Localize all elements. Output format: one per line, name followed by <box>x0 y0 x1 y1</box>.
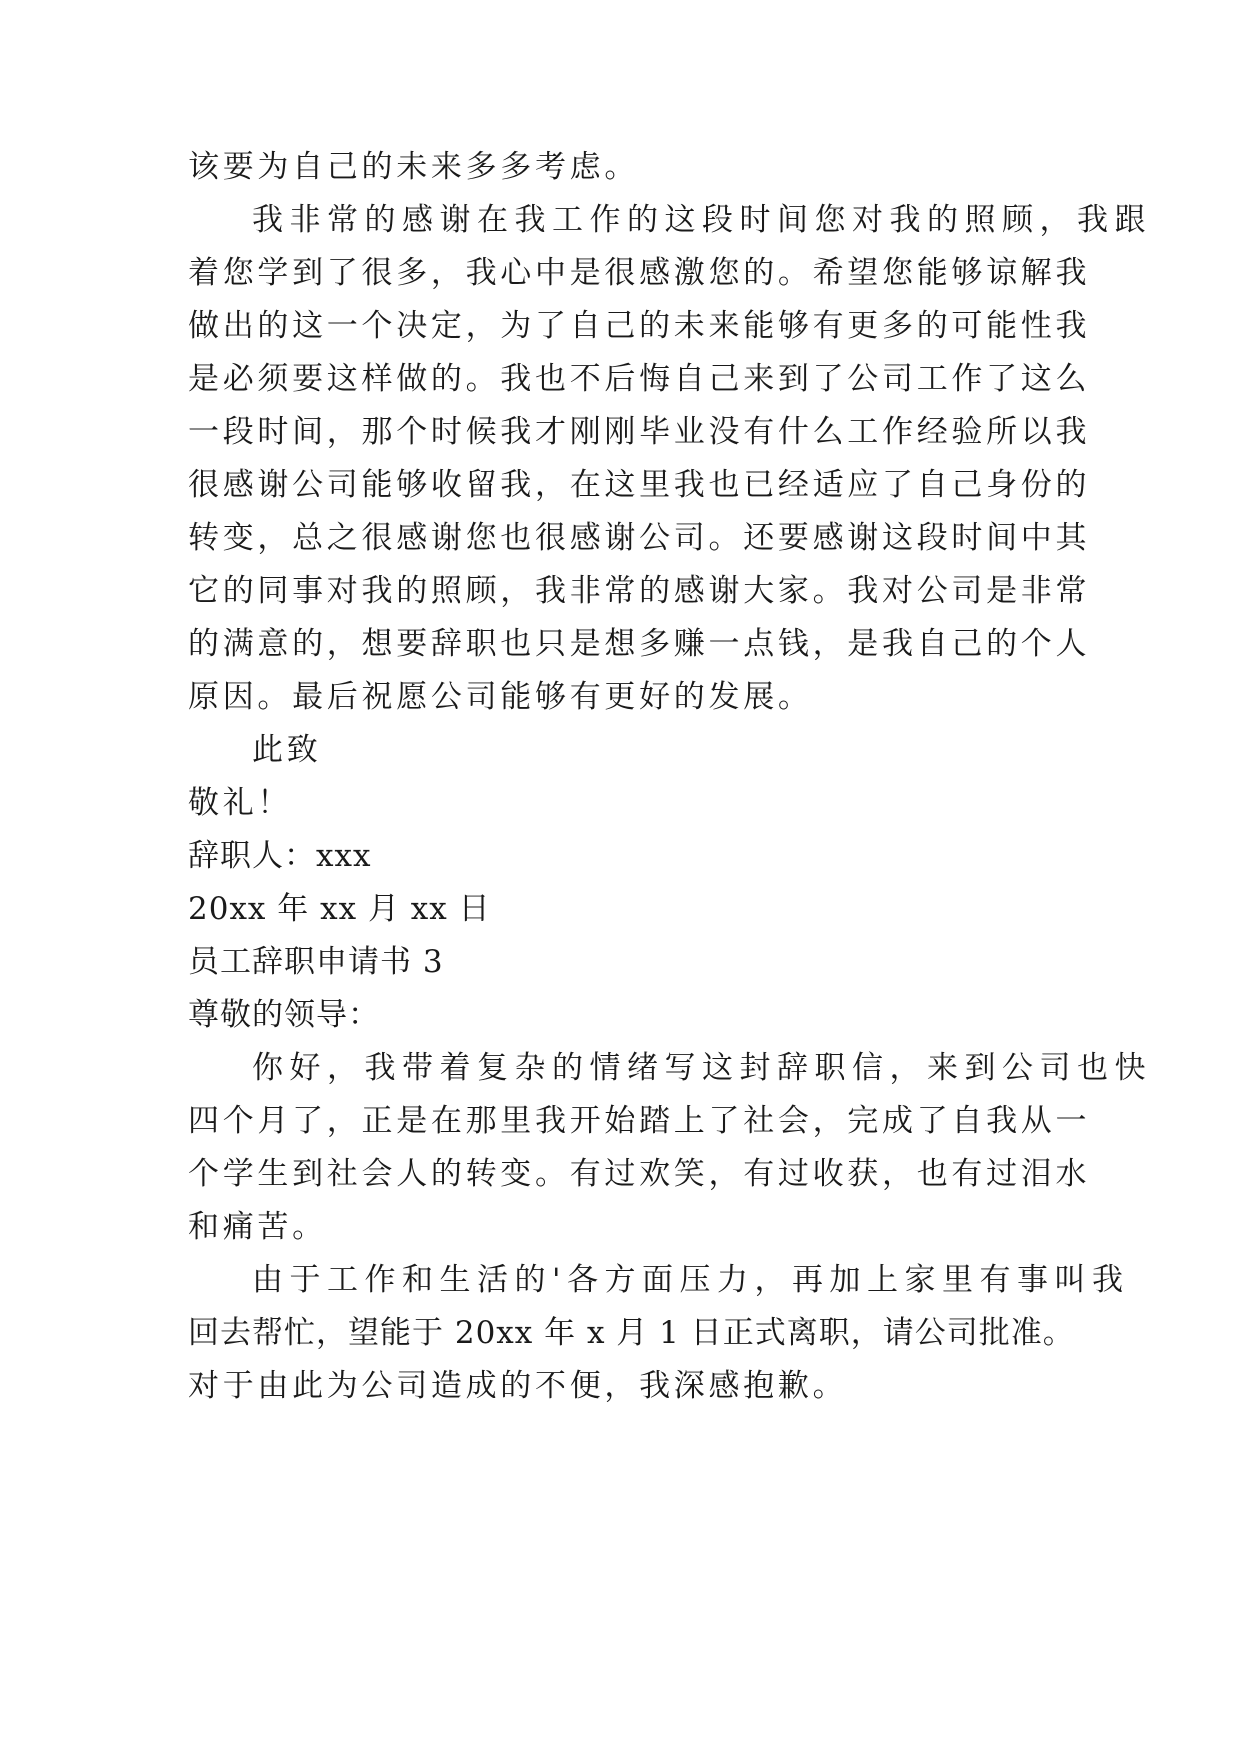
body-line: 个学生到社会人的转变。有过欢笑，有过收获，也有过泪水 <box>188 1156 1091 1192</box>
section-title: 员工辞职申请书 3 <box>188 944 444 980</box>
body-line: 和痛苦。 <box>188 1209 327 1245</box>
body-line: 由于工作和生活的'各方面压力，再加上家里有事叫我 <box>252 1262 1130 1298</box>
body-line: 原因。最后祝愿公司能够有更好的发展。 <box>188 679 813 715</box>
date-line: 20xx 年 xx 月 xx 日 <box>188 891 491 927</box>
greeting: 尊敬的领导： <box>188 997 380 1033</box>
body-line: 一段时间，那个时候我才刚刚毕业没有什么工作经验所以我 <box>188 414 1091 450</box>
body-line: 做出的这一个决定，为了自己的未来能够有更多的可能性我 <box>188 308 1091 344</box>
body-line: 它的同事对我的照顾，我非常的感谢大家。我对公司是非常 <box>188 573 1091 609</box>
body-line: 转变，总之很感谢您也很感谢公司。还要感谢这段时间中其 <box>188 520 1091 556</box>
body-line: 着您学到了很多，我心中是很感激您的。希望您能够谅解我 <box>188 255 1091 291</box>
body-line: 你好，我带着复杂的情绪写这封辞职信，来到公司也快 <box>252 1050 1152 1086</box>
signature-line: 辞职人：xxx <box>188 838 372 874</box>
body-line: 该要为自己的未来多多考虑。 <box>188 149 640 185</box>
body-line: 四个月了，正是在那里我开始踏上了社会，完成了自我从一 <box>188 1103 1091 1139</box>
body-line: 很感谢公司能够收留我，在这里我也已经适应了自己身份的 <box>188 467 1091 503</box>
body-line: 的满意的，想要辞职也只是想多赚一点钱，是我自己的个人 <box>188 626 1091 662</box>
body-line: 是必须要这样做的。我也不后悔自己来到了公司工作了这么 <box>188 361 1091 397</box>
closing-regards: 敬礼！ <box>188 785 293 821</box>
body-line: 对于由此为公司造成的不便，我深感抱歉。 <box>188 1368 848 1404</box>
closing-salutation: 此致 <box>252 732 322 768</box>
body-line: 回去帮忙，望能于 20xx 年 x 月 1 日正式离职，请公司批准。 <box>188 1315 1075 1351</box>
body-line: 我非常的感谢在我工作的这段时间您对我的照顾，我跟 <box>252 202 1152 238</box>
